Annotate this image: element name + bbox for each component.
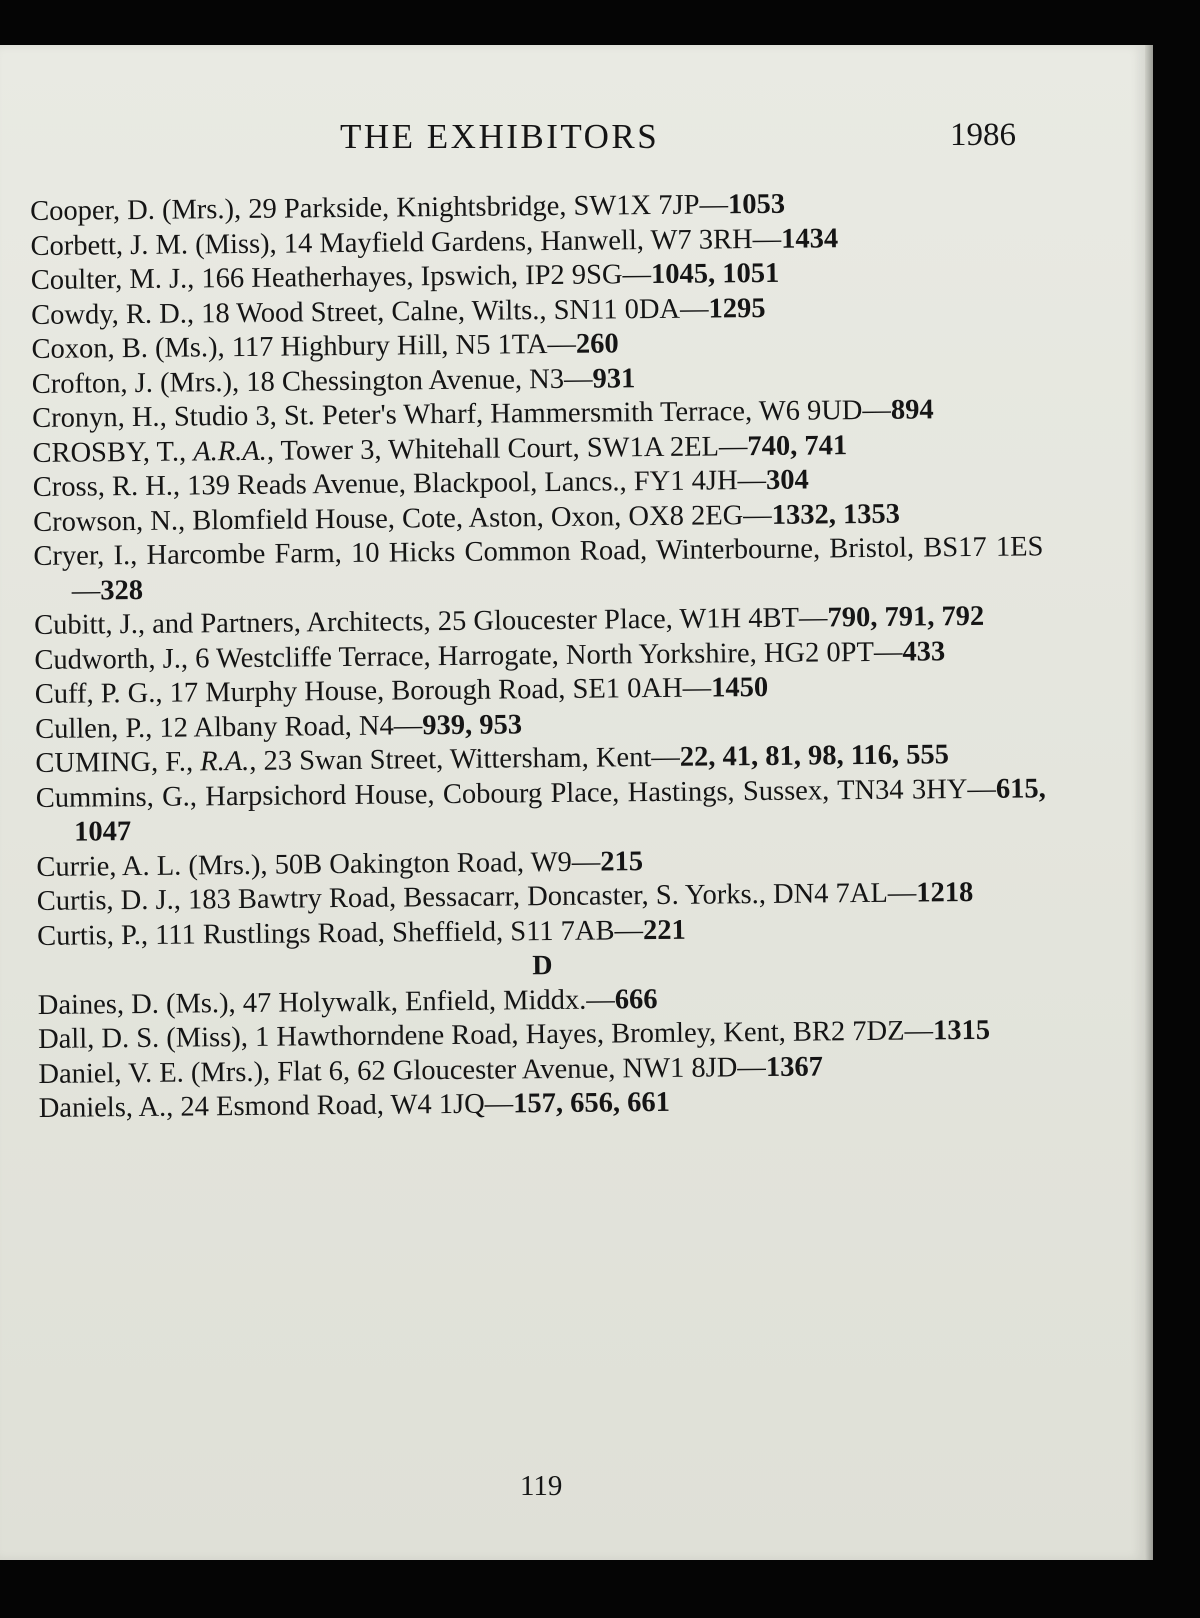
exhibit-numbers: 304 [765, 464, 809, 496]
exhibitor-name: Crowson, N. [32, 505, 179, 538]
exhibit-numbers: 1434 [780, 222, 839, 255]
exhibitor-name: Currie, A. L. (Mrs.) [36, 849, 261, 883]
exhibitor-name: Daniels, A. [38, 1091, 167, 1124]
exhibitor-list [30, 185, 1049, 1126]
exhibitor-name: Cooper, D. (Mrs.) [30, 194, 235, 227]
exhibit-numbers: 740, 741 [747, 429, 848, 462]
exhibit-numbers: 1367 [765, 1050, 824, 1083]
page-header-year: 1986 [950, 117, 1016, 153]
exhibit-numbers: 931 [592, 362, 636, 395]
exhibit-numbers: 22, 41, 81, 98, 116, 555 [679, 739, 950, 773]
exhibitor-address: , 139 Reads Avenue, Blackpool, Lancs., FY1 4JH— [172, 464, 767, 502]
exhibit-numbers: 157, 656, 661 [513, 1086, 671, 1120]
exhibitor-title: A.R.A. [193, 435, 268, 467]
exhibitor-name: Cummins, G. [35, 780, 190, 814]
exhibitor-entry: CROSBY, T., A.R.A., Tower 3, Whitehall Court, SW1A 2EL—740, 741 [32, 429, 848, 469]
exhibitor-name: CUMING, F. [35, 746, 187, 779]
exhibitor-name: Cronyn, H. [31, 401, 160, 434]
exhibitor-address: , 6 Westcliffe Terrace, Harrogate, North Yorkshire, HG2 0PT— [180, 636, 903, 675]
exhibitor-name: CROSBY, T. [32, 436, 180, 469]
exhibitor-name: Coulter, M. J. [30, 263, 188, 296]
exhibit-numbers: 328 [100, 574, 144, 606]
exhibit-numbers: 1045, 1051 [650, 257, 780, 291]
exhibitor-section-d [38, 979, 1049, 1127]
exhibitor-address: , 1 Hawthorndene Road, Hayes, Bromley, Kent, BR2 7DZ— [240, 1015, 934, 1054]
exhibitor-title: R.A. [200, 745, 250, 778]
exhibitor-section-c [30, 185, 1047, 954]
exhibitor-name: Cuff, P. G. [34, 677, 156, 710]
exhibit-numbers: 221 [642, 914, 686, 946]
exhibitor-address: , 50B Oakington Road, W9— [260, 846, 601, 881]
exhibitor-entry [36, 772, 1047, 851]
exhibitor-name: Cudworth, J. [34, 643, 182, 676]
exhibitor-name: Daines, D. (Ms.) [37, 987, 229, 1021]
exhibit-numbers: 1450 [710, 671, 769, 704]
exhibitor-address: , Tower 3, Whitehall Court, SW1A 2EL— [266, 430, 748, 467]
exhibitor-address: , 29 Parkside, Knightsbridge, SW1X 7JP— [233, 189, 729, 226]
exhibit-numbers: 260 [575, 328, 619, 360]
exhibitor-address: , 117 Highbury Hill, N5 1TA— [217, 328, 577, 364]
exhibitor-address: , 23 Swan Street, Wittersham, Kent— [249, 741, 680, 777]
exhibit-numbers: 1295 [708, 292, 766, 324]
exhibitor-name: Dall, D. S. (Miss) [37, 1022, 241, 1055]
exhibitor-address: , 111 Rustlings Road, Sheffield, S11 7AB— [140, 914, 644, 951]
exhibitor-name: Cubitt, J., and Partners, Architects [33, 606, 424, 641]
exhibitor-name: Cross, R. H. [32, 470, 174, 503]
exhibit-numbers: 433 [902, 635, 946, 668]
exhibitor-name: Cowdy, R. D. [31, 298, 188, 331]
exhibitor-address: , Studio 3, St. Peter's Wharf, Hammersmith Terrace, W6 9UD— [159, 394, 892, 433]
exhibitor-address: , 12 Albany Road, N4— [145, 709, 423, 744]
exhibit-numbers: 1332, 1353 [771, 498, 901, 531]
exhibitor-address: , Harcombe Farm, 10 Hicks Common Road, Winterbourne, Bristol, BS17 1ES— [71, 531, 1044, 607]
exhibit-numbers: 615, 1047 [73, 772, 1046, 848]
exhibitor-name: Corbett, J. M. (Miss) [30, 228, 270, 262]
exhibit-numbers: 666 [614, 983, 658, 1015]
exhibitor-name: Cullen, P. [34, 712, 146, 745]
exhibit-numbers: 790, 791, 792 [827, 600, 985, 634]
exhibit-numbers: 1053 [727, 188, 786, 221]
exhibitor-address: , 14 Mayfield Gardens, Hanwell, W7 3RH— [269, 223, 782, 260]
exhibitor-address: , 25 Gloucester Place, W1H 4BT— [423, 602, 828, 638]
exhibitor-address: , Harpsichord House, Cobourg Place, Hastings, Sussex, TN34 3HY— [189, 773, 997, 812]
exhibitor-name: Daniel, V. E. (Mrs.) [38, 1056, 264, 1090]
exhibitor-address: , 24 Esmond Road, W4 1JQ— [166, 1088, 514, 1123]
exhibitor-name: Coxon, B. (Ms.) [31, 332, 218, 365]
exhibitor-name: Crofton, J. (Mrs.) [31, 366, 233, 400]
exhibitor-entry [33, 530, 1044, 609]
exhibitor-entry: CUMING, F., R.A., 23 Swan Street, Wittersham, Kent—22, 41, 81, 98, 116, 555 [35, 739, 950, 779]
exhibitor-name: Cryer, I. [33, 540, 131, 572]
exhibitor-address: , 47 Holywalk, Enfield, Middx.— [228, 983, 615, 1019]
section-letter: D [532, 950, 553, 982]
page-header-title: THE EXHIBITORS [340, 117, 660, 156]
exhibit-numbers: 894 [890, 394, 934, 426]
exhibit-numbers: 215 [600, 845, 644, 878]
exhibitor-address: , 166 Heatherhayes, Ipswich, IP2 9SG— [187, 259, 652, 295]
exhibitor-address: , Flat 6, 62 Gloucester Avenue, NW1 8JD— [262, 1051, 767, 1088]
exhibit-numbers: 939, 953 [422, 708, 523, 741]
exhibitor-address: , 183 Bawtry Road, Bessacarr, Doncaster, S. Yorks., DN4 7AL— [173, 877, 917, 916]
exhibitor-name: Curtis, P. [36, 919, 142, 952]
catalogue-page [0, 45, 1145, 1560]
exhibitor-address: , Blomfield House, Cote, Aston, Oxon, OX8 2EG— [177, 499, 772, 537]
exhibitor-address: , 17 Murphy House, Borough Road, SE1 0AH— [155, 672, 712, 709]
exhibitor-address: , 18 Chessington Avenue, N3— [231, 363, 593, 398]
exhibit-numbers: 1315 [932, 1014, 991, 1047]
page-number: 119 [520, 1470, 563, 1502]
exhibitor-name: Curtis, D. J. [36, 884, 174, 917]
page-edge [1145, 45, 1153, 1560]
exhibitor-address: , 18 Wood Street, Calne, Wilts., SN11 0DA— [186, 292, 709, 329]
exhibit-numbers: 1218 [916, 876, 974, 909]
